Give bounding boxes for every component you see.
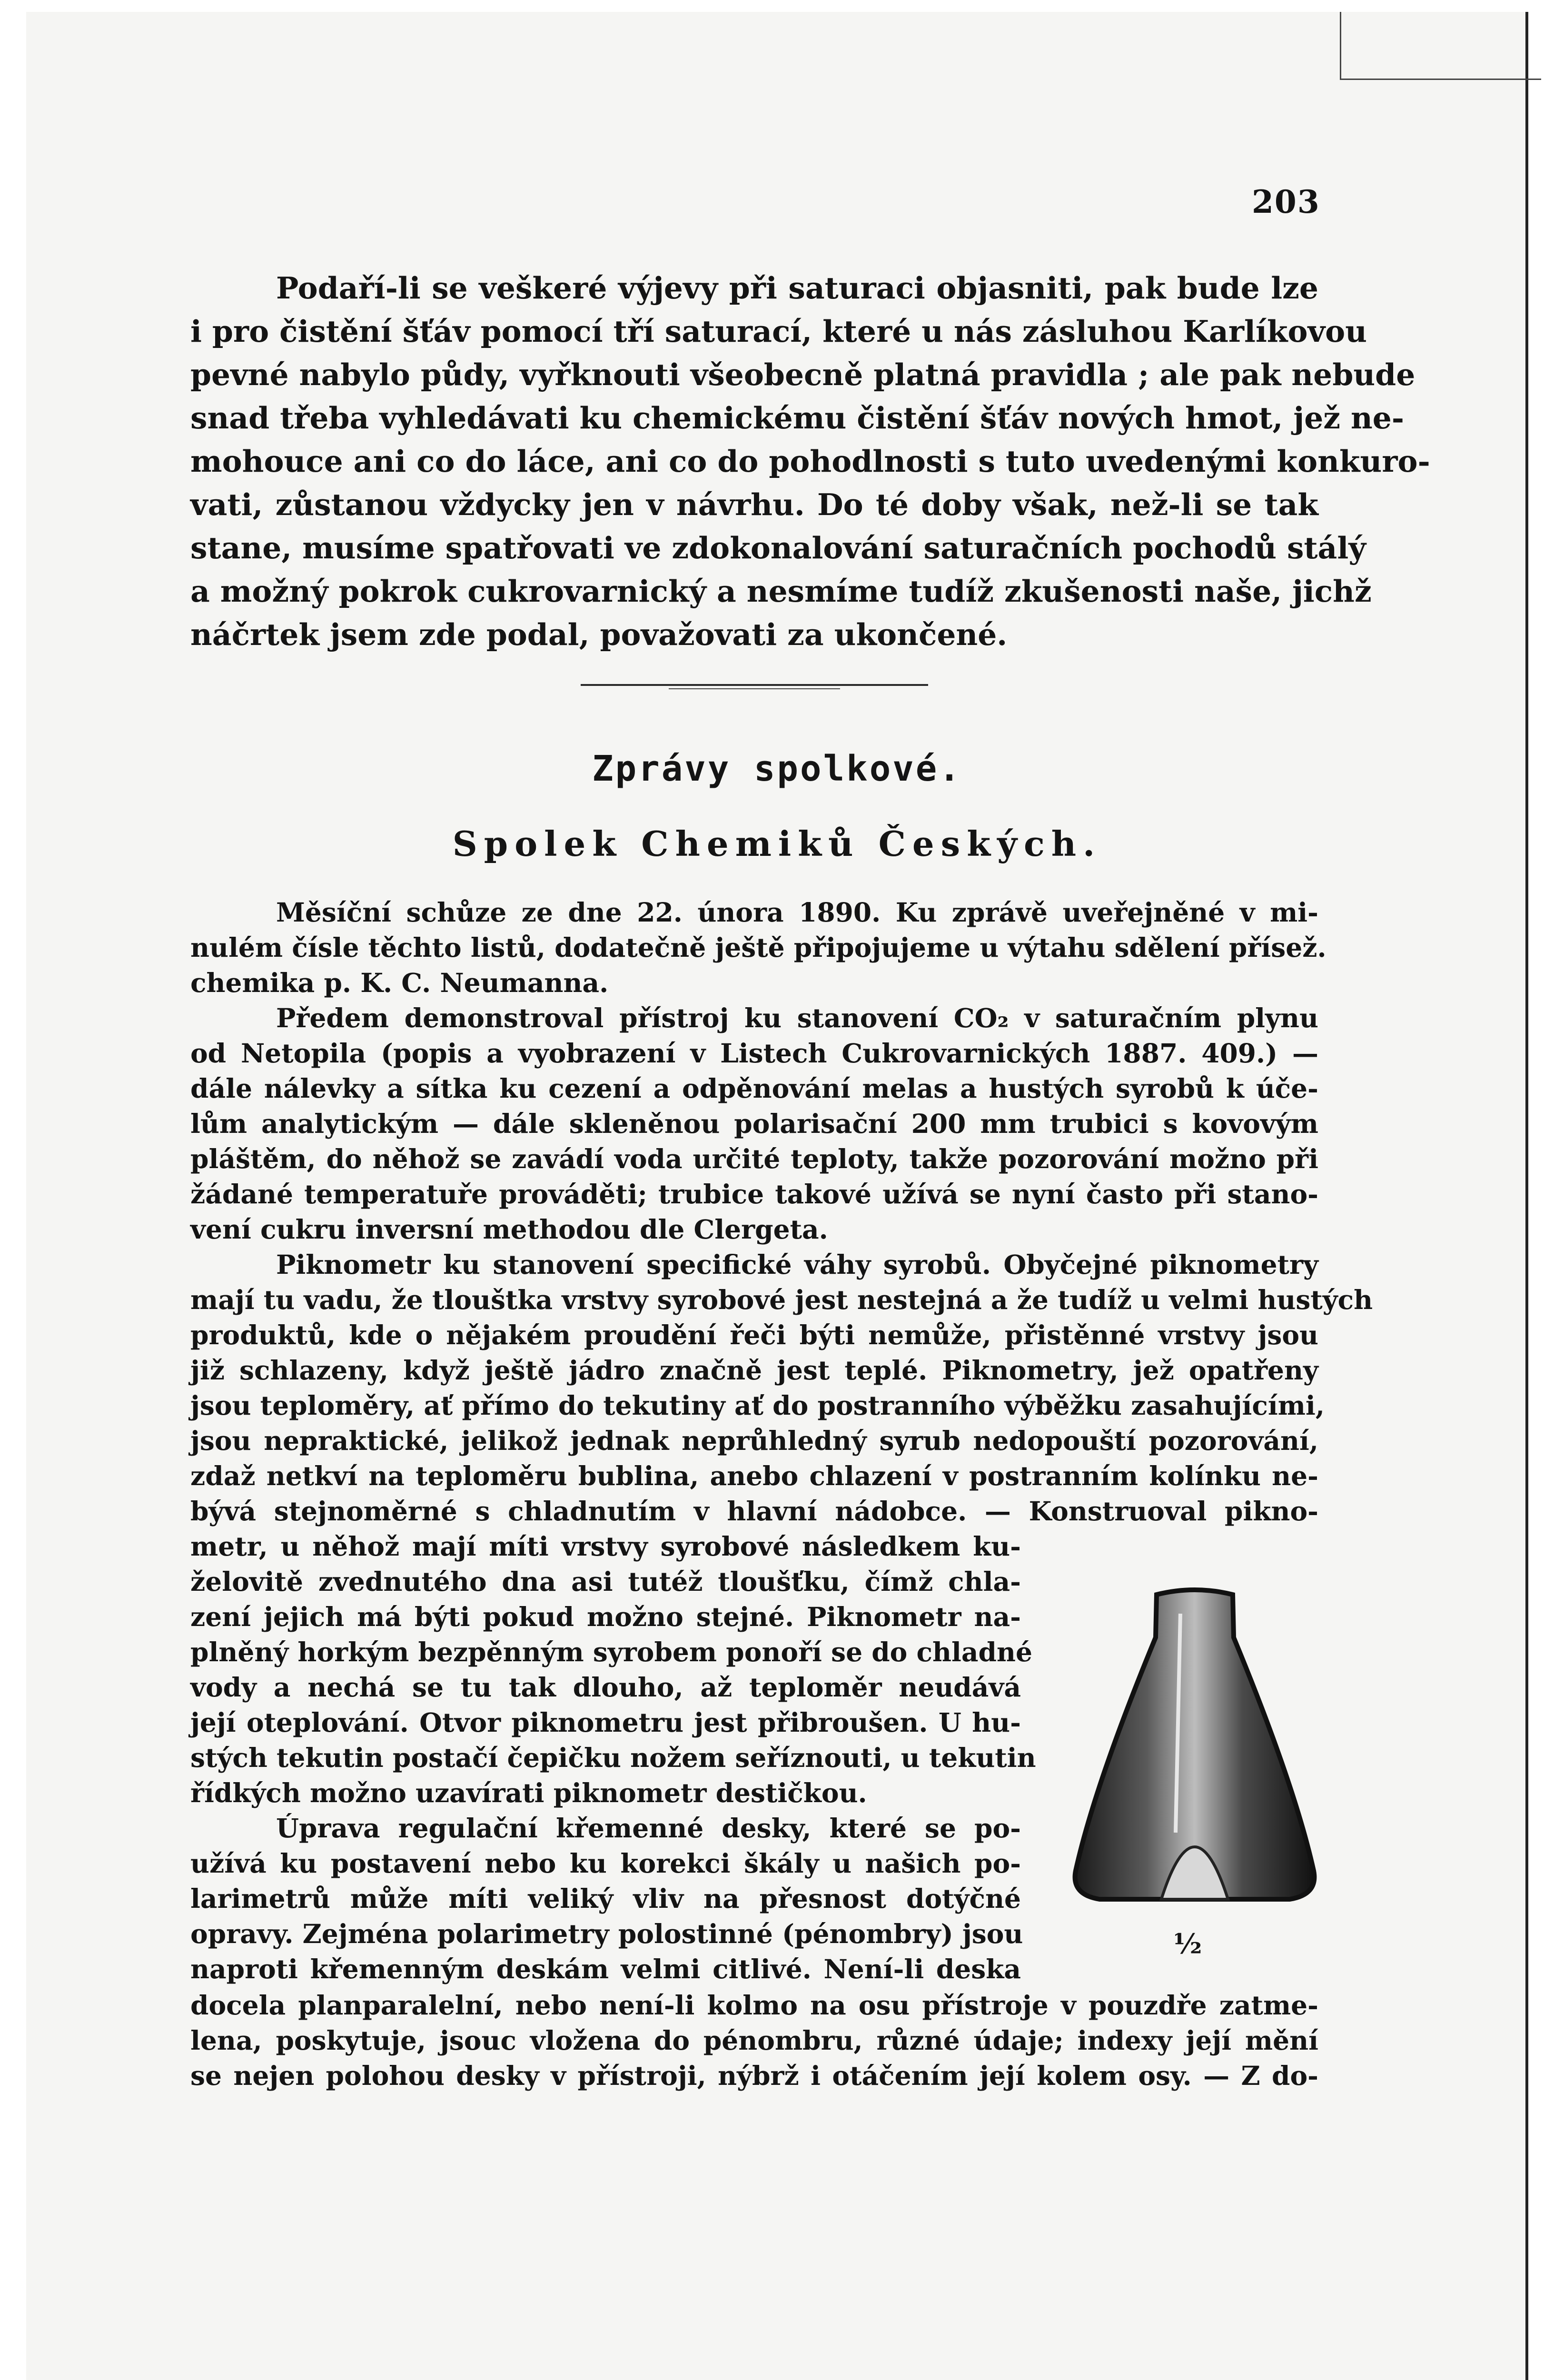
text-line: chemika p. K. C. Neumanna. <box>190 967 609 998</box>
text-line: želovitě zvednutého dna asi tutéž tloušťku, čímž chla- <box>190 1566 1021 1597</box>
text-line: mohouce ani co do láce, ani co do pohodlnosti s tuto uvedenými konkuro- <box>190 444 1430 479</box>
text-line: Měsíční schůze ze dne 22. února 1890. Ku zprávě uveřejněné v mi- <box>276 897 1318 928</box>
text-line: řídkých možno uzavírati piknometr destičkou. <box>190 1777 867 1808</box>
text-line: mají tu vadu, že tlouštka vrstvy syrobové jest nestejná a že tudíž u velmi hustých <box>190 1284 1373 1315</box>
section-divider <box>581 684 928 689</box>
divider-rule-short <box>669 688 840 689</box>
text-line: zení jejich má býti pokud možno stejné. Piknometr na- <box>190 1601 1021 1632</box>
text-line: jsou teploměry, ať přímo do tekutiny ať do postranního výběžku zasahujícími, <box>190 1390 1325 1421</box>
corner-registration-mark <box>1340 12 1541 80</box>
text-line: již schlazeny, když ještě jádro značně jest teplé. Piknometry, jež opatřeny <box>190 1355 1318 1386</box>
meeting-report <box>190 895 1373 1529</box>
text-line: plněný horkým bezpěnným syrobem ponoří se do chladné <box>190 1636 1032 1667</box>
text-line: Předem demonstroval přístroj ku stanovení CO₂ v saturačním plynu <box>276 1002 1318 1033</box>
text-line: náčrtek jsem zde podal, považovati za ukončené. <box>190 617 1008 652</box>
text-line: žádané temperatuře prováděti; trubice takové užívá se nyní často při stano- <box>190 1179 1318 1210</box>
text-line: larimetrů může míti veliký vliv na přesnost dotýčné <box>190 1883 1021 1914</box>
section-title: Zprávy spolkové. <box>592 748 962 789</box>
text-line: vení cukru inversní methodou dle Clergeta. <box>190 1214 828 1245</box>
text-line: opravy. Zejména polarimetry polostinné (pénombry) jsou <box>190 1918 1023 1949</box>
figure-scale-label: ½ <box>1173 1928 1202 1960</box>
text-line: bývá stejnoměrné s chladnutím v hlavní nádobce. — Konstruoval pikno- <box>190 1496 1318 1527</box>
text-line: od Netopila (popis a vyobrazení v Listech Cukrovarnických 1887. 409.) — <box>190 1038 1318 1069</box>
text-line: a možný pokrok cukrovarnický a nesmíme tudíž zkušenosti naše, jichž <box>190 574 1372 609</box>
society-title: Spolek Chemiků Českých. <box>452 823 1102 864</box>
text-line: snad třeba vyhledávati ku chemickému čistění šťáv nových hmot, jež ne- <box>190 400 1405 436</box>
text-line: i pro čistění šťáv pomocí tří saturací, které u nás zásluhou Karlíkovou <box>190 314 1367 349</box>
text-line: jsou nepraktické, jelikož jednak neprůhledný syrub nedopouští pozorování, <box>190 1425 1318 1456</box>
page-number: 203 <box>1252 183 1320 220</box>
text-line: užívá ku postavení nebo ku korekci škály u našich po- <box>190 1848 1021 1879</box>
piknometr-flask-illustration <box>1066 1585 1323 1975</box>
text-line: produktů, kde o nějakém proudění řeči býti nemůže, přistěnné vrstvy jsou <box>190 1319 1318 1350</box>
intro-paragraph <box>190 267 1430 656</box>
text-line: její oteplování. Otvor piknometru jest přibroušen. U hu- <box>190 1707 1021 1738</box>
text-line: pevné nabylo půdy, vyřknouti všeobecně platná pravidla ; ale pak nebude <box>190 357 1415 392</box>
text-line: Úprava regulační křemenné desky, které se po- <box>276 1813 1021 1844</box>
text-line: pláštěm, do něhož se zavádí voda určité teploty, takže pozorování možno při <box>190 1143 1318 1174</box>
text-line: stých tekutin postačí čepičku nožem seříznouti, u tekutin <box>190 1742 1036 1773</box>
text-line: stane, musíme spatřovati ve zdokonalování saturačních pochodů stálý <box>190 530 1366 565</box>
text-line: naproti křemenným deskám velmi citlivé. Není-li deska <box>190 1954 1021 1984</box>
text-line: nulém čísle těchto listů, dodatečně ještě připojujeme u výtahu sdělení přísež. <box>190 932 1326 963</box>
text-line: Piknometr ku stanovení specifické váhy syrobů. Obyčejné piknometry <box>276 1249 1318 1280</box>
text-line: Podaří-li se veškeré výjevy při saturaci objasniti, pak bude lze <box>276 270 1318 306</box>
text-line: zdaž netkví na teploměru bublina, anebo chlazení v postranním kolínku ne- <box>190 1460 1318 1491</box>
text-line: se nejen polohou desky v přístroji, nýbrž i otáčením její kolem osy. — Z do- <box>190 2060 1318 2091</box>
divider-rule <box>581 684 928 686</box>
text-line: lena, poskytuje, jsouc vložena do pénombru, různé údaje; indexy její mění <box>190 2025 1318 2056</box>
final-paragraph-lines <box>190 1988 1318 2093</box>
text-line: vati, zůstanou vždycky jen v návrhu. Do té doby však, než-li se tak <box>190 487 1318 522</box>
piknometr-narrow-column <box>190 1529 1036 1987</box>
text-line: lům analytickým — dále skleněnou polarisační 200 mm trubici s kovovým <box>190 1108 1318 1139</box>
text-line: vody a nechá se tu tak dlouho, až teploměr neudává <box>190 1672 1021 1703</box>
text-line: docela planparalelní, nebo není-li kolmo na osu přístroje v pouzdře zatme- <box>190 1990 1318 2021</box>
text-line: dále nálevky a sítka ku cezení a odpěnování melas a hustých syrobů k úče- <box>190 1073 1318 1104</box>
text-line: metr, u něhož mají míti vrstvy syrobové následkem ku- <box>190 1531 1021 1562</box>
